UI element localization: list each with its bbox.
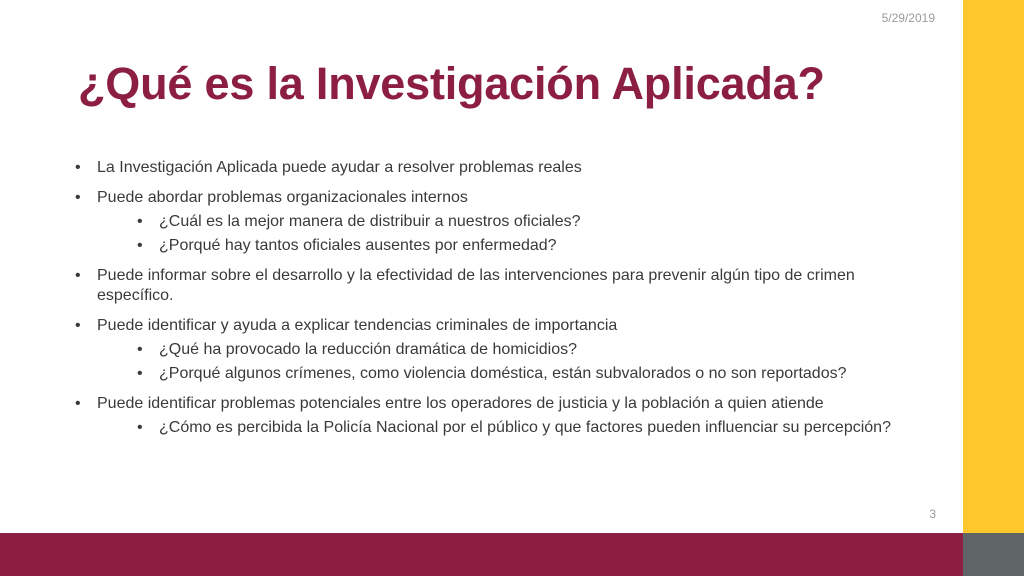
sub-bullet-item (97, 364, 935, 384)
bullet-dot-icon: • (75, 159, 81, 176)
sub-bullet-item (97, 212, 935, 232)
slide-date: 5/29/2019 (881, 11, 935, 25)
sub-bullet-dot-icon: • (137, 213, 143, 230)
bottom-accent-bar (0, 533, 963, 576)
sub-bullet-item (97, 418, 935, 438)
bullet-item (75, 188, 935, 256)
bullet-item (75, 316, 935, 384)
sub-bullet-text: ¿Porqué algunos crímenes, como violencia doméstica, están subvalorados o no son reportados? (159, 365, 847, 382)
sub-bullet-dot-icon: • (137, 237, 143, 254)
bullet-dot-icon: • (75, 267, 81, 284)
sub-bullet-list (97, 340, 935, 384)
sub-bullet-dot-icon: • (137, 419, 143, 436)
bullet-dot-icon: • (75, 189, 81, 206)
sub-bullet-list (97, 418, 935, 438)
sub-bullet-dot-icon: • (137, 341, 143, 358)
slide-title: ¿Qué es la Investigación Aplicada? (78, 58, 825, 109)
sub-bullet-item (97, 340, 935, 360)
sub-bullet-text: ¿Qué ha provocado la reducción dramática de homicidios? (159, 341, 578, 358)
bullet-dot-icon: • (75, 317, 81, 334)
slide-content (75, 158, 935, 438)
corner-block (963, 533, 1024, 576)
sub-bullet-text: ¿Cómo es percibida la Policía Nacional por el público y que factores pueden influenciar su percepción? (159, 419, 891, 436)
sub-bullet-text: ¿Cuál es la mejor manera de distribuir a nuestros oficiales? (159, 213, 581, 230)
sub-bullet-list (97, 212, 935, 256)
bullet-text: La Investigación Aplicada puede ayudar a resolver problemas reales (97, 159, 582, 176)
bullet-dot-icon: • (75, 395, 81, 412)
bullet-text: Puede informar sobre el desarrollo y la efectividad de las intervenciones para prevenir algún tipo de crimen específico. (97, 267, 855, 304)
bullet-item (75, 394, 935, 438)
bullet-item (75, 158, 935, 178)
sub-bullet-dot-icon: • (137, 365, 143, 382)
bullet-text: Puede identificar problemas potenciales entre los operadores de justicia y la población a quien atiende (97, 395, 824, 412)
sub-bullet-item (97, 236, 935, 256)
bullet-text: Puede identificar y ayuda a explicar tendencias criminales de importancia (97, 317, 618, 334)
bullet-text: Puede abordar problemas organizacionales internos (97, 189, 468, 206)
page-number: 3 (929, 507, 936, 521)
sub-bullet-text: ¿Porqué hay tantos oficiales ausentes por enfermedad? (159, 237, 557, 254)
bullet-item (75, 266, 935, 306)
gold-accent-bar (963, 0, 1024, 533)
bullet-list (75, 158, 935, 438)
